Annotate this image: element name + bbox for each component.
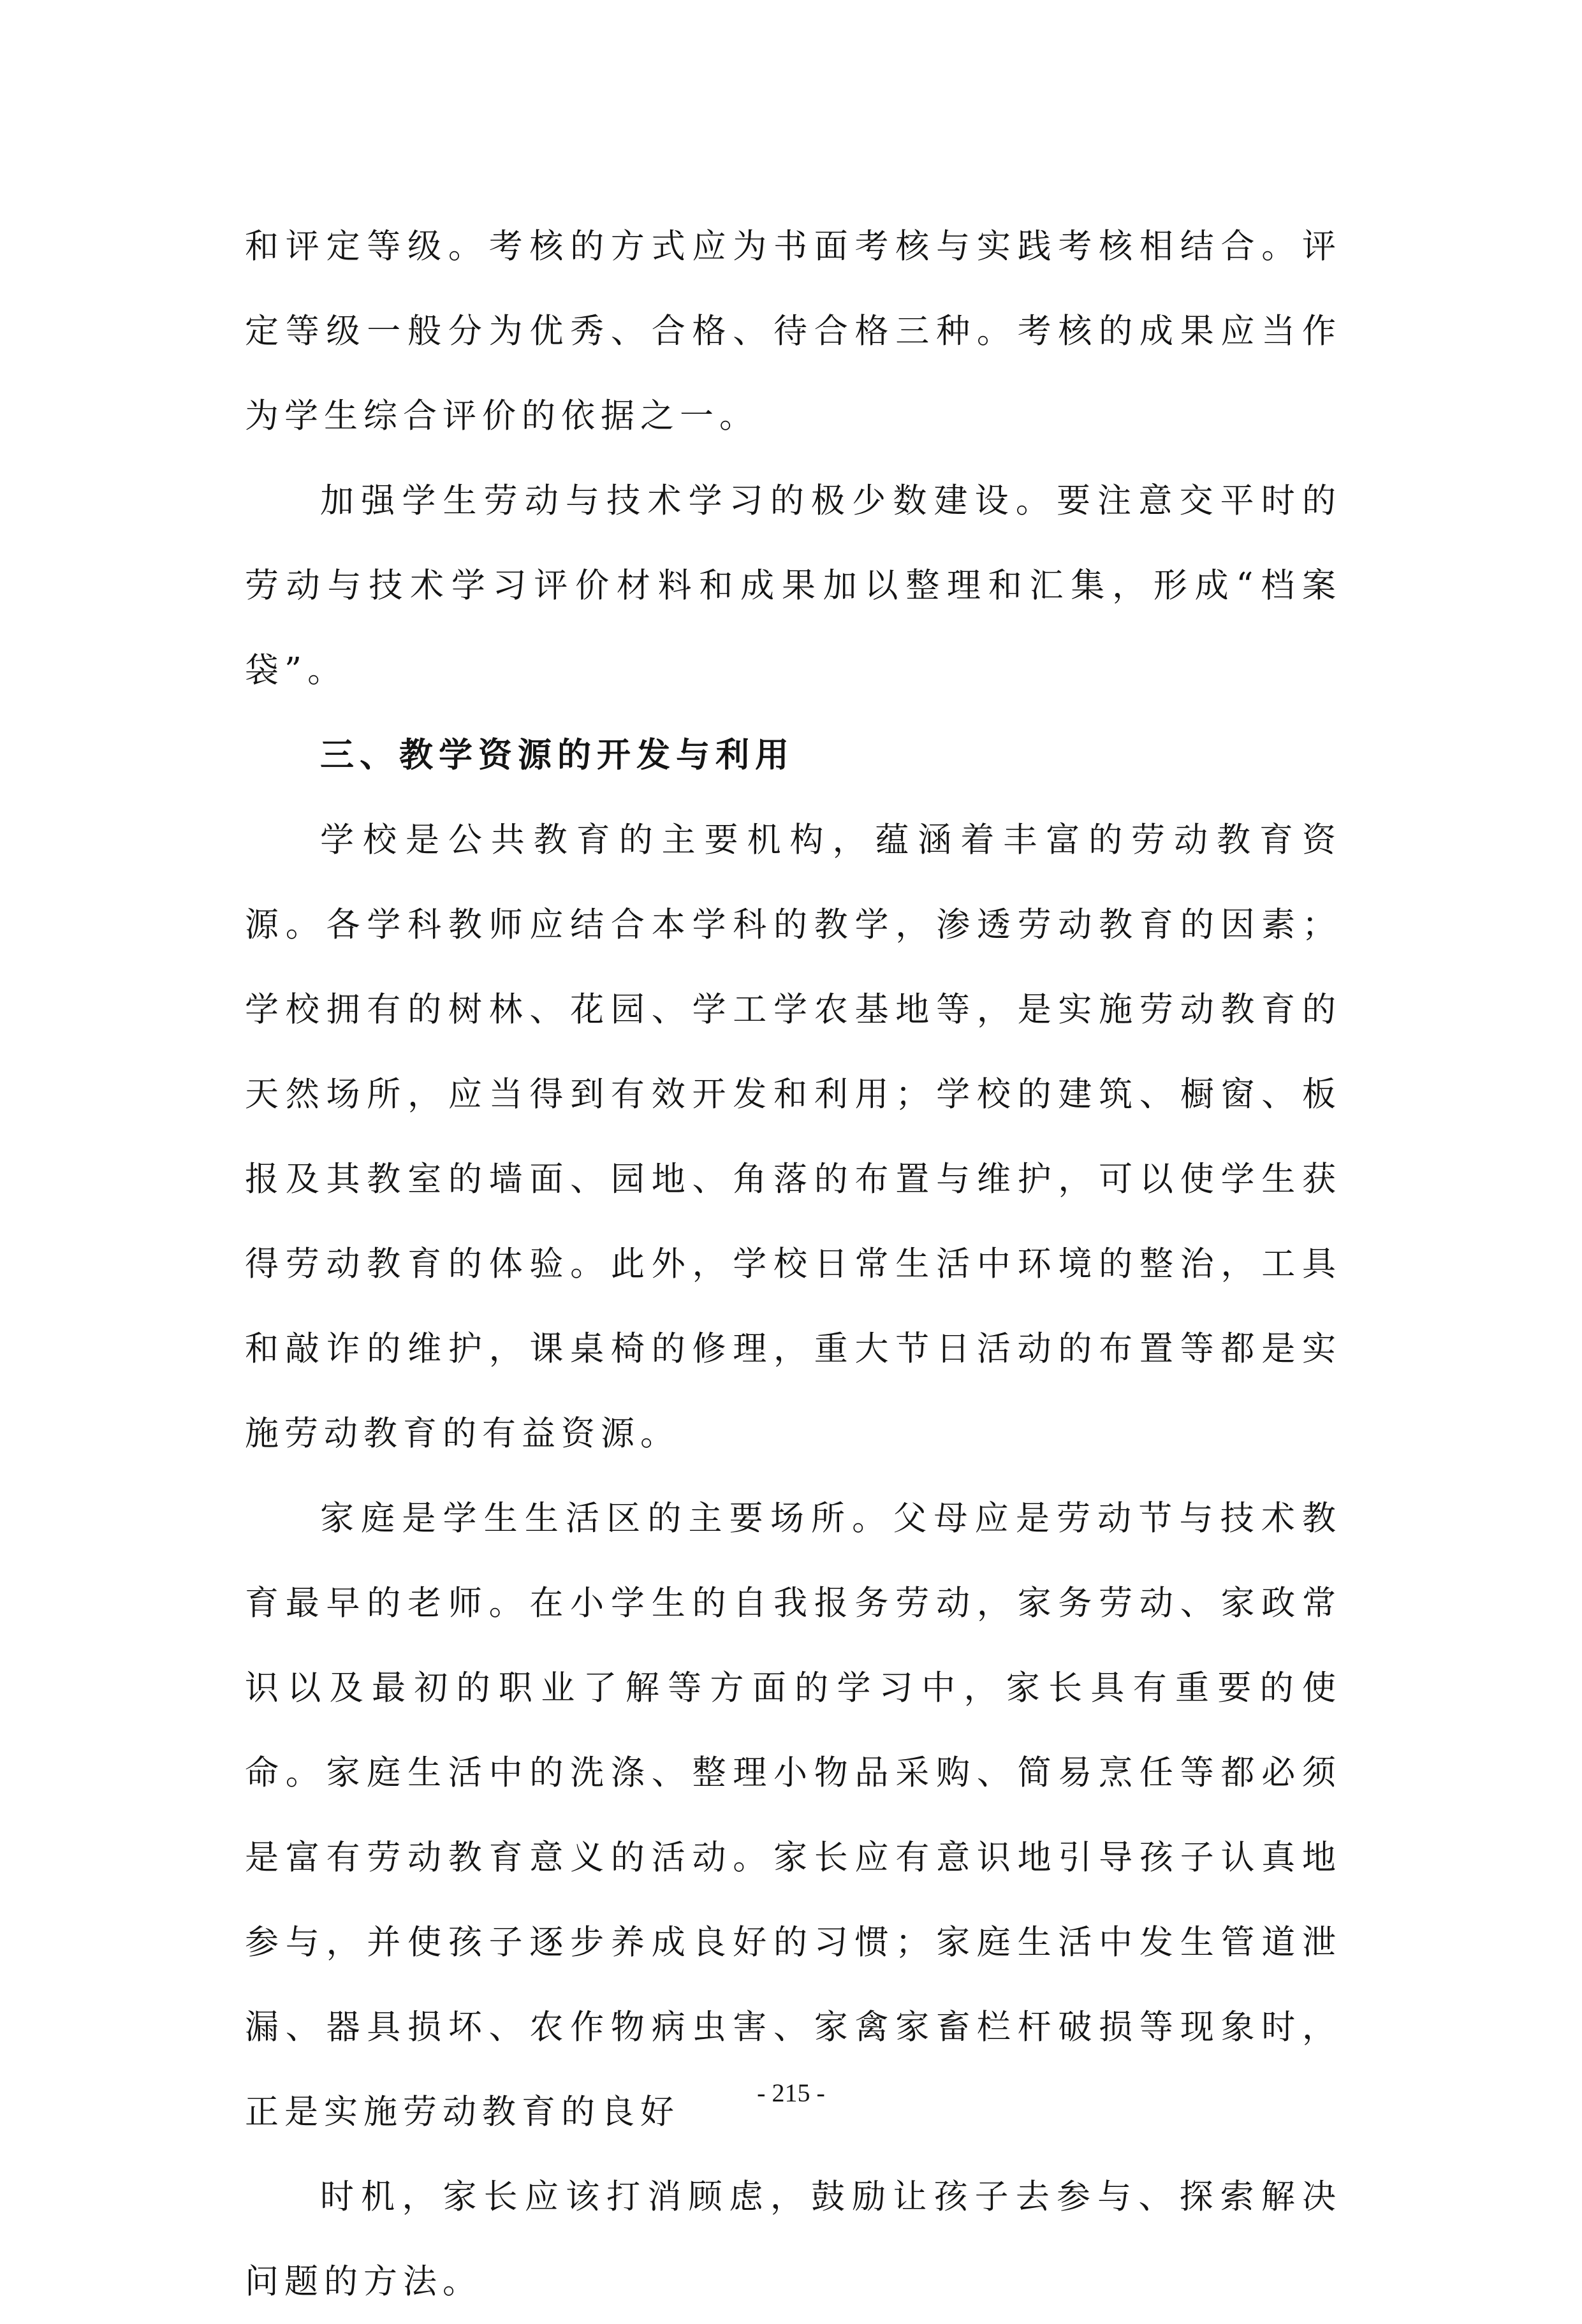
paragraph-family-resources: 家庭是学生生活区的主要场所。父母应是劳动节与技术教育最早的老师。在小学生的自我报务劳动，家务劳动、家政常识以及最初的职业了解等方面的学习中，家长具有重要的使命。家庭生活中的洗涤、整理小物品采购、简易烹任等都必须是富有劳动教育意义的活动。家长应有意识地引导孩子认真地参与，并使孩子逐步养成良好的习惯；家庭生活中发生管道泄漏、器具损坏、农作物病虫害、家禽家畜栏杆破损等现象时，正是实施劳动教育的良好	[245, 1499, 1342, 2131]
paragraph-school-resources: 学校是公共教育的主要机构，蕴涵着丰富的劳动教育资源。各学科教师应结合本学科的教学，渗透劳动教育的因素；学校拥有的树林、花园、学工学农基地等，是实施劳动教育的天然场所，应当得到有效开发和利用；学校的建筑、橱窗、板报及其教室的墙面、园地、角落的布置与维护，可以使学生获得劳动教育的体验。此外，学校日常生活中环境的整治，工具和敲诈的维护，课桌椅的修理，重大节日活动的布置等都是实施劳动教育的有益资源。	[245, 821, 1342, 1453]
paragraph-family-opportunity: 时机，家长应该打消顾虑，鼓励让孩子去参与、探索解决问题的方法。	[245, 2177, 1342, 2301]
section-heading: 三、教学资源的开发与利用	[320, 735, 795, 775]
paragraph-assessment-continuation: 和评定等级。考核的方式应为书面考核与实践考核相结合。评定等级一般分为优秀、合格、待合格三种。考核的成果应当作为学生综合评价的依据之一。	[245, 227, 1342, 435]
page-number: - 215 -	[757, 2079, 825, 2107]
document-body	[245, 204, 1342, 2324]
paragraph-portfolio: 加强学生劳动与技术学习的极少数建设。要注意交平时的劳动与技术学习评价材料和成果加以整理和汇集，形成“档案袋”。	[245, 481, 1342, 690]
